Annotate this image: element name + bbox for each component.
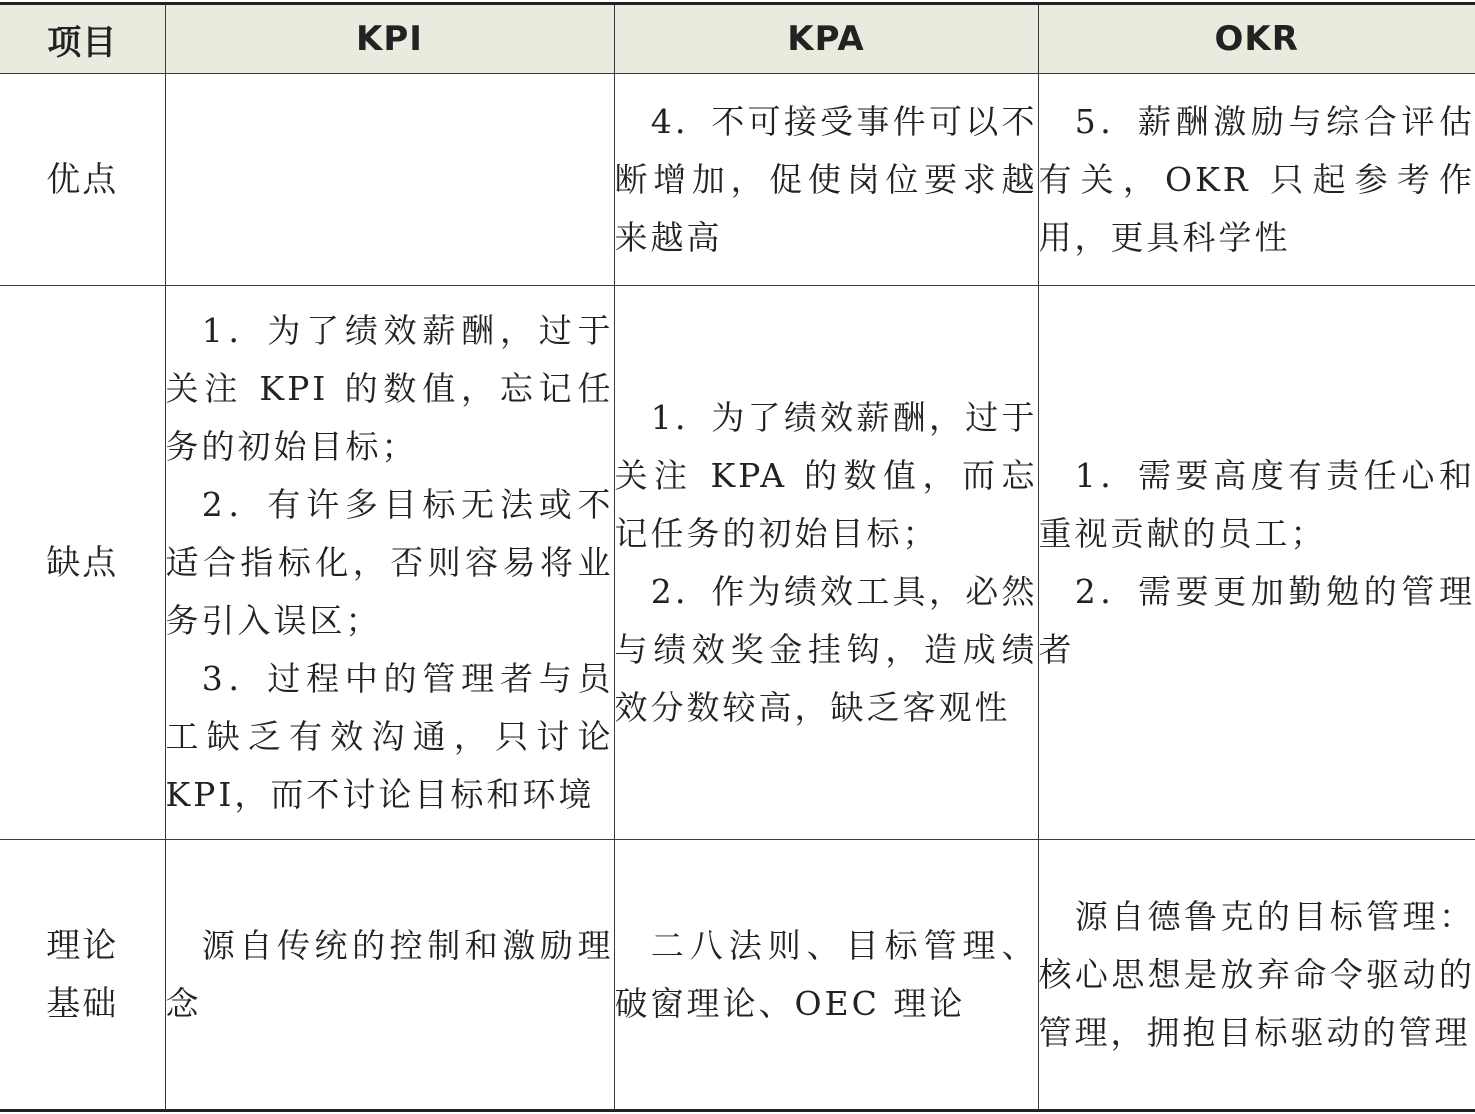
row-label-line: 基础 bbox=[46, 983, 119, 1024]
cell-kpa-theoretical-basis bbox=[614, 840, 1038, 1111]
cell-okr-theoretical-basis bbox=[1038, 840, 1475, 1111]
row-label-advantages bbox=[0, 74, 165, 286]
table-row-advantages bbox=[0, 74, 1475, 286]
cell-paragraph: 1．为了绩效薪酬，过于关注 KPI 的数值，忘记任务的初始目标； bbox=[165, 310, 614, 466]
cell-paragraph: 4．不可接受事件可以不断增加，促使岗位要求越来越高 bbox=[614, 101, 1038, 257]
table-row-theoretical-basis bbox=[0, 840, 1475, 1111]
cell-paragraph: 1．为了绩效薪酬，过于关注 KPA 的数值，而忘记任务的初始目标； bbox=[614, 397, 1038, 553]
cell-kpi-disadvantages bbox=[165, 286, 614, 840]
row-label-line: 优点 bbox=[46, 159, 119, 200]
cell-paragraph: 2．需要更加勤勉的管理者 bbox=[1038, 571, 1475, 669]
cell-paragraph: 1．需要高度有责任心和重视贡献的员工； bbox=[1038, 455, 1475, 553]
cell-paragraph: 2．有许多目标无法或不适合指标化，否则容易将业务引入误区； bbox=[165, 484, 614, 640]
table-row-disadvantages bbox=[0, 286, 1475, 840]
header-okr: OKR bbox=[1038, 4, 1475, 74]
cell-okr-advantages bbox=[1038, 74, 1475, 286]
cell-paragraph: 源自传统的控制和激励理念 bbox=[165, 925, 614, 1023]
header-item: 项目 bbox=[0, 4, 165, 74]
cell-okr-disadvantages bbox=[1038, 286, 1475, 840]
cell-paragraph: 二八法则、目标管理、破窗理论、OEC 理论 bbox=[614, 925, 1038, 1023]
row-label-line: 理论 bbox=[46, 925, 119, 966]
cell-kpi-theoretical-basis bbox=[165, 840, 614, 1111]
header-kpi: KPI bbox=[165, 4, 614, 74]
cell-kpa-disadvantages bbox=[614, 286, 1038, 840]
cell-paragraph: 5．薪酬激励与综合评估有关，OKR 只起参考作用，更具科学性 bbox=[1038, 101, 1475, 257]
row-label-theoretical-basis bbox=[0, 840, 165, 1111]
header-row bbox=[0, 4, 1475, 74]
row-label-line: 缺点 bbox=[46, 542, 119, 583]
row-label-disadvantages bbox=[0, 286, 165, 840]
cell-paragraph: 2．作为绩效工具，必然与绩效奖金挂钩，造成绩效分数较高，缺乏客观性 bbox=[614, 571, 1038, 727]
cell-kpi-advantages bbox=[165, 74, 614, 286]
kpi-kpa-okr-comparison-table bbox=[0, 2, 1475, 1112]
cell-paragraph: 3．过程中的管理者与员工缺乏有效沟通，只讨论 KPI，而不讨论目标和环境 bbox=[165, 658, 614, 814]
cell-paragraph: 源自德鲁克的目标管理：核心思想是放弃命令驱动的管理，拥抱目标驱动的管理 bbox=[1038, 896, 1475, 1052]
header-kpa: KPA bbox=[614, 4, 1038, 74]
cell-kpa-advantages bbox=[614, 74, 1038, 286]
